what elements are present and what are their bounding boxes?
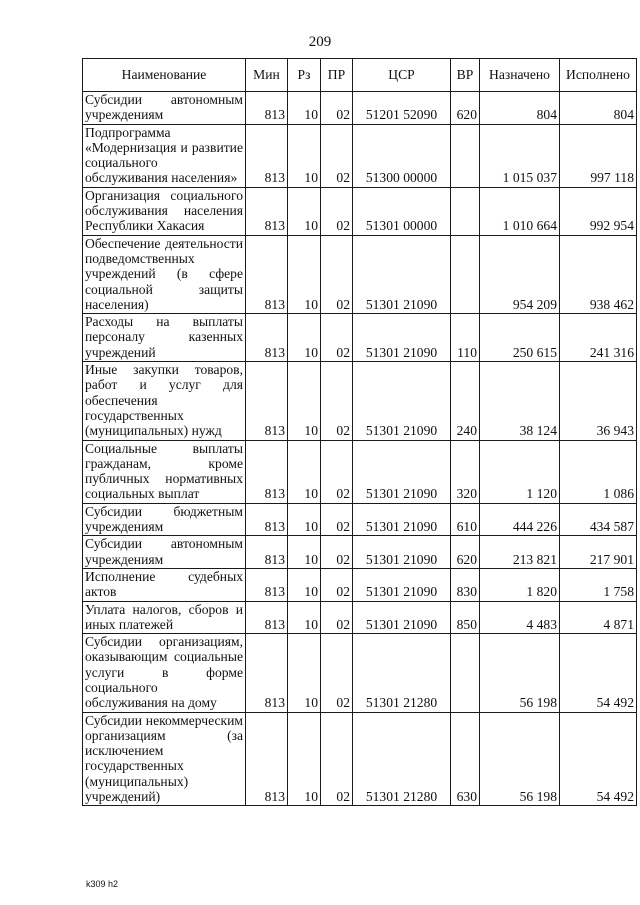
cell-rz: 10 xyxy=(288,712,321,806)
cell-min: 813 xyxy=(246,601,288,634)
cell-assigned: 1 015 037 xyxy=(480,124,560,187)
header-name: Наименование xyxy=(83,59,246,92)
cell-vr xyxy=(451,124,480,187)
cell-vr xyxy=(451,235,480,313)
header-csr: ЦСР xyxy=(353,59,451,92)
cell-executed: 992 954 xyxy=(560,187,637,235)
cell-min: 813 xyxy=(246,712,288,806)
cell-vr xyxy=(451,634,480,712)
cell-vr: 240 xyxy=(451,362,480,440)
cell-vr: 850 xyxy=(451,601,480,634)
cell-name: Субсидии организациям, оказывающим социальные услуги в форме социального обслуживания на дому xyxy=(83,634,246,712)
cell-rz: 10 xyxy=(288,362,321,440)
header-pr: ПР xyxy=(321,59,353,92)
table-row xyxy=(83,634,637,712)
cell-min: 813 xyxy=(246,440,288,503)
header-executed: Исполнено xyxy=(560,59,637,92)
cell-assigned: 804 xyxy=(480,92,560,125)
cell-csr: 51301 21090 xyxy=(353,503,451,536)
cell-pr: 02 xyxy=(321,712,353,806)
cell-pr: 02 xyxy=(321,314,353,362)
cell-executed: 54 492 xyxy=(560,634,637,712)
cell-executed: 434 587 xyxy=(560,503,637,536)
table-row xyxy=(83,235,637,313)
cell-assigned: 56 198 xyxy=(480,634,560,712)
cell-pr: 02 xyxy=(321,536,353,569)
table-row xyxy=(83,536,637,569)
header-rz: Рз xyxy=(288,59,321,92)
cell-csr: 51301 21090 xyxy=(353,536,451,569)
cell-min: 813 xyxy=(246,362,288,440)
cell-pr: 02 xyxy=(321,634,353,712)
table-row xyxy=(83,568,637,601)
header-min: Мин xyxy=(246,59,288,92)
cell-assigned: 38 124 xyxy=(480,362,560,440)
cell-vr xyxy=(451,187,480,235)
cell-name: Уплата налогов, сборов и иных платежей xyxy=(83,601,246,634)
table-row xyxy=(83,124,637,187)
cell-executed: 36 943 xyxy=(560,362,637,440)
cell-executed: 804 xyxy=(560,92,637,125)
cell-csr: 51301 21090 xyxy=(353,601,451,634)
cell-csr: 51301 21090 xyxy=(353,568,451,601)
cell-assigned: 954 209 xyxy=(480,235,560,313)
cell-rz: 10 xyxy=(288,235,321,313)
table-row xyxy=(83,440,637,503)
cell-vr: 620 xyxy=(451,536,480,569)
cell-vr: 610 xyxy=(451,503,480,536)
cell-assigned: 1 120 xyxy=(480,440,560,503)
cell-csr: 51301 21090 xyxy=(353,235,451,313)
cell-executed: 1 758 xyxy=(560,568,637,601)
cell-pr: 02 xyxy=(321,601,353,634)
cell-assigned: 250 615 xyxy=(480,314,560,362)
cell-rz: 10 xyxy=(288,440,321,503)
cell-csr: 51301 21090 xyxy=(353,440,451,503)
cell-name: Субсидии некоммерческим организациям (за исключением государственных (муниципальных) учреждений) xyxy=(83,712,246,806)
cell-assigned: 56 198 xyxy=(480,712,560,806)
cell-min: 813 xyxy=(246,503,288,536)
cell-rz: 10 xyxy=(288,568,321,601)
cell-rz: 10 xyxy=(288,503,321,536)
cell-pr: 02 xyxy=(321,124,353,187)
cell-rz: 10 xyxy=(288,536,321,569)
cell-rz: 10 xyxy=(288,314,321,362)
cell-vr: 620 xyxy=(451,92,480,125)
cell-csr: 51201 52090 xyxy=(353,92,451,125)
header-assigned: Назначено xyxy=(480,59,560,92)
cell-csr: 51301 00000 xyxy=(353,187,451,235)
cell-min: 813 xyxy=(246,235,288,313)
cell-vr: 630 xyxy=(451,712,480,806)
cell-assigned: 444 226 xyxy=(480,503,560,536)
cell-assigned: 213 821 xyxy=(480,536,560,569)
cell-executed: 1 086 xyxy=(560,440,637,503)
cell-csr: 51300 00000 xyxy=(353,124,451,187)
cell-pr: 02 xyxy=(321,568,353,601)
cell-vr: 320 xyxy=(451,440,480,503)
cell-min: 813 xyxy=(246,314,288,362)
cell-pr: 02 xyxy=(321,503,353,536)
cell-name: Обеспечение деятельности подведомственных учреждений (в сфере социальной защиты населения) xyxy=(83,235,246,313)
cell-min: 813 xyxy=(246,568,288,601)
cell-csr: 51301 21090 xyxy=(353,362,451,440)
cell-vr: 830 xyxy=(451,568,480,601)
budget-table xyxy=(82,58,637,806)
table-row xyxy=(83,601,637,634)
cell-executed: 997 118 xyxy=(560,124,637,187)
page-number: 209 xyxy=(308,34,332,50)
table-row xyxy=(83,92,637,125)
cell-executed: 241 316 xyxy=(560,314,637,362)
table-row xyxy=(83,362,637,440)
cell-min: 813 xyxy=(246,536,288,569)
table-header-row xyxy=(83,59,637,92)
cell-executed: 4 871 xyxy=(560,601,637,634)
cell-rz: 10 xyxy=(288,124,321,187)
cell-executed: 217 901 xyxy=(560,536,637,569)
cell-min: 813 xyxy=(246,634,288,712)
cell-csr: 51301 21090 xyxy=(353,314,451,362)
table-row xyxy=(83,712,637,806)
cell-assigned: 4 483 xyxy=(480,601,560,634)
cell-pr: 02 xyxy=(321,440,353,503)
table-row xyxy=(83,314,637,362)
cell-name: Организация социального обслуживания населения Республики Хакасия xyxy=(83,187,246,235)
cell-assigned: 1 820 xyxy=(480,568,560,601)
header-vr: ВР xyxy=(451,59,480,92)
cell-pr: 02 xyxy=(321,362,353,440)
cell-min: 813 xyxy=(246,187,288,235)
cell-min: 813 xyxy=(246,92,288,125)
cell-name: Субсидии бюджетным учреждениям xyxy=(83,503,246,536)
cell-executed: 938 462 xyxy=(560,235,637,313)
cell-rz: 10 xyxy=(288,634,321,712)
cell-name: Исполнение судебных актов xyxy=(83,568,246,601)
cell-pr: 02 xyxy=(321,92,353,125)
cell-assigned: 1 010 664 xyxy=(480,187,560,235)
table-row xyxy=(83,503,637,536)
cell-name: Расходы на выплаты персоналу казенных учреждений xyxy=(83,314,246,362)
cell-name: Иные закупки товаров, работ и услуг для обеспечения государственных (муниципальных) нужд xyxy=(83,362,246,440)
cell-min: 813 xyxy=(246,124,288,187)
cell-vr: 110 xyxy=(451,314,480,362)
cell-pr: 02 xyxy=(321,187,353,235)
cell-csr: 51301 21280 xyxy=(353,634,451,712)
cell-name: Субсидии автономным учреждениям xyxy=(83,92,246,125)
cell-rz: 10 xyxy=(288,601,321,634)
footer-document-code: k309 h2 xyxy=(86,879,119,889)
cell-rz: 10 xyxy=(288,92,321,125)
cell-rz: 10 xyxy=(288,187,321,235)
table-row xyxy=(83,187,637,235)
cell-executed: 54 492 xyxy=(560,712,637,806)
cell-name: Социальные выплаты гражданам, кроме публичных нормативных социальных выплат xyxy=(83,440,246,503)
cell-name: Подпрограмма «Модернизация и развитие социального обслуживания населения» xyxy=(83,124,246,187)
cell-pr: 02 xyxy=(321,235,353,313)
cell-csr: 51301 21280 xyxy=(353,712,451,806)
cell-name: Субсидии автономным учреждениям xyxy=(83,536,246,569)
